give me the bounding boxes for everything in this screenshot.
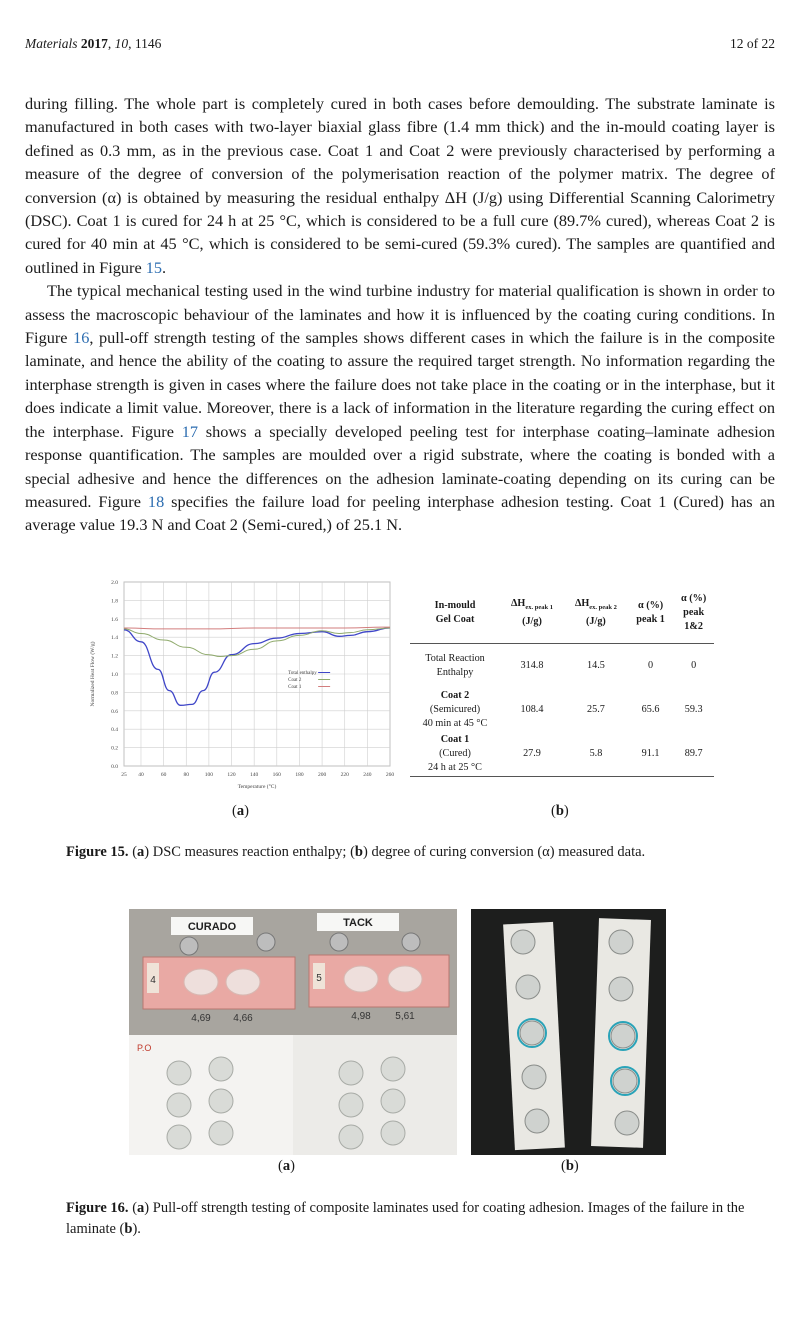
header-dh-peak1-title	[502, 597, 562, 615]
figure-16-caption-label: Figure 16.	[66, 1200, 129, 1216]
specimen-right-spot-1	[344, 966, 378, 992]
header-dh-peak2-title	[566, 597, 626, 615]
y-tick-label: 1.2	[111, 653, 118, 660]
header-dh-peak1	[500, 583, 564, 644]
header-dh-peak2	[564, 583, 628, 644]
figure-15b-label: (b)	[551, 803, 569, 819]
header-gel-coat-line2: Gel Coat	[435, 614, 475, 625]
row-label-line1: Total Reaction	[425, 653, 485, 664]
table-cell: 5.8	[564, 732, 628, 777]
figure-16-link[interactable]: 16	[73, 328, 90, 348]
figure-18-link[interactable]: 18	[147, 491, 165, 511]
table-cell: 59.3	[684, 704, 703, 715]
paragraph-2-text-c: shows a specially developed peeling test for interphase coating–laminate adhesion response quantification. The samples are moulded over a rigid substrate, where the coating is bonded with a special adhesive and hence the differences on the adhesion laminate-coating depending on its curing can be measured. Figure	[25, 421, 775, 511]
figure-15b-letter: b	[555, 803, 564, 819]
dolly	[609, 930, 633, 954]
x-tick-label: 60	[160, 772, 167, 778]
header-gel-coat	[410, 583, 500, 644]
caption-b: b	[124, 1221, 133, 1237]
table-cell: 91.1	[628, 732, 673, 777]
figure-15-caption-label: Figure 15.	[66, 844, 129, 860]
figure-16a-label: (a)	[278, 1158, 295, 1174]
y-tick-label: 0.4	[111, 727, 118, 734]
dolly	[611, 1024, 635, 1048]
figure-16a-letter: a	[282, 1158, 291, 1174]
value-left-2: 4,66	[233, 1013, 253, 1024]
figure-15a-label: (a)	[232, 803, 249, 819]
caption-a: a	[137, 844, 145, 860]
label-tack: TACK	[343, 917, 373, 929]
figure-16-caption: Figure 16. (a) Pull-off strength testing of composite laminates used for coating adhesion. Images of the failure in the laminate (b).	[66, 1200, 745, 1237]
x-tick-label: 100	[204, 772, 214, 778]
x-tick-label: 220	[340, 772, 349, 778]
journal-name: Materials	[25, 36, 78, 51]
dolly	[615, 1111, 639, 1135]
table-header-row	[410, 583, 714, 644]
x-tick-label: 120	[227, 772, 236, 778]
header-dh-peak1-unit: (J/g)	[522, 616, 542, 628]
failure-photo-drawing	[471, 909, 666, 1155]
specimen-right-number: 5	[316, 973, 322, 984]
header-alpha-peak1-line1: α (%)	[637, 600, 664, 611]
dolly	[613, 1069, 637, 1093]
header-dh-peak2-unit: (J/g)	[586, 616, 606, 628]
test-circle	[381, 1057, 405, 1081]
caption-a: a	[137, 1200, 145, 1216]
table-cell: 314.8	[520, 660, 544, 671]
x-tick-label: 80	[183, 772, 190, 778]
x-tick-label: 140	[250, 772, 259, 778]
specimen-left-spot-1	[184, 969, 218, 995]
specimen-left	[143, 957, 295, 1009]
body-text	[25, 92, 775, 537]
row-label-line1: Coat 1	[440, 734, 470, 745]
table-cell: 65.6	[641, 704, 660, 715]
dolly-left-1	[180, 937, 198, 955]
legend-label: Total enthalpy	[288, 671, 317, 676]
test-circle	[209, 1089, 233, 1113]
y-tick-label: 2.0	[111, 580, 118, 586]
y-axis-label: Normalized Heat Flow (W/g)	[90, 641, 96, 707]
figure-16-caption-text-1: Pull-off strength testing of composite laminates used for coating adhesion. Images of the failure in the laminate (	[66, 1200, 745, 1237]
dolly	[525, 1109, 549, 1133]
header-dh-peak2-sub: ex. peak 2	[589, 604, 617, 612]
test-circle	[209, 1057, 233, 1081]
x-tick-label: 160	[272, 772, 281, 778]
test-circle	[381, 1121, 405, 1145]
row-label-line2: (Semicured)	[429, 704, 481, 715]
y-tick-label: 1.6	[111, 616, 118, 623]
table-cell: 0	[648, 660, 654, 671]
sheet-mark: P.O	[137, 1043, 152, 1053]
paragraph-1-end: .	[162, 257, 167, 277]
dolly	[511, 930, 535, 954]
figure-15a-letter: a	[236, 803, 245, 819]
header-dh-peak2-main: ΔH	[574, 597, 590, 609]
journal-year: 2017	[80, 36, 108, 51]
y-tick-label: 1.0	[111, 672, 118, 678]
dsc-table	[410, 583, 714, 777]
page-number: 12 of 22	[730, 36, 775, 51]
caption-b: b	[354, 844, 363, 860]
figure-17-link[interactable]: 17	[181, 421, 199, 441]
header-alpha-peak12	[673, 583, 714, 644]
table-row	[410, 644, 714, 689]
journal-volume: 10	[114, 36, 129, 51]
specimen-left-number: 4	[150, 975, 156, 986]
row-label-line2: (Cured)	[439, 748, 471, 759]
paragraph-2-text-a: The typical mechanical testing used in the wind turbine industry for material qualification is shown in order to assess the macroscopic behaviour of the laminates and how it is influenced by the coating curing conditions. In Figure	[25, 281, 775, 348]
table-row	[410, 688, 714, 732]
figure-15-caption-text-1: DSC measures reaction enthalpy;	[149, 844, 351, 860]
x-axis-label: Temperature (°C)	[237, 784, 277, 790]
dsc-chart-svg	[78, 574, 400, 800]
y-tick-label: 0.0	[111, 764, 118, 770]
paragraph-1-text: during filling. The whole part is completely cured in both cases before demoulding. The substrate laminate is manufactured in both cases with two-layer biaxial glass fibre (1.4 mm thick) and the in-mould coating layer is defined as 0.3 mm, as in the previous case. Coat 1 and Coat 2 were previously characterised by performing a measure of the degree of conversion of the polymerisation reaction of the polymer matrix. The degree of conversion (α) is obtained by measuring the residual enthalpy ΔH (J/g) using Differential Scanning Calorimetry (DSC). Coat 1 is cured for 24 h at 25 °C, which is considered to be a full cure (89.7% cured), whereas Coat 2 is cured for 40 min at 45 °C, which is considered to be semi-cured (59.3% cured). The samples are quantified and outlined in Figure	[25, 94, 775, 277]
x-tick-label: 240	[363, 772, 372, 778]
test-circle	[339, 1125, 363, 1149]
row-label-line3: 24 h at 25 °C	[428, 762, 482, 773]
dolly	[516, 975, 540, 999]
row-label	[410, 732, 500, 777]
value-right-2: 5,61	[395, 1011, 415, 1022]
row-label-line3: 40 min at 45 °C	[422, 718, 488, 729]
y-tick-label: 0.8	[111, 690, 118, 697]
table-cell: 14.5	[587, 660, 605, 671]
figure-16b-label: (b)	[561, 1158, 579, 1174]
table-cell: 0	[691, 660, 697, 671]
journal-citation: Materials 2017, 10, 1146	[25, 36, 162, 51]
row-label-line2: Enthalpy	[436, 667, 474, 678]
test-circle	[167, 1061, 191, 1085]
header-gel-coat-line1: In-mould	[434, 600, 476, 611]
test-circle	[339, 1061, 363, 1085]
dolly-right-1	[330, 933, 348, 951]
test-circle	[167, 1093, 191, 1117]
paragraph-2	[25, 279, 775, 536]
figure-15-caption: Figure 15. (a) DSC measures reaction enthalpy; (b) degree of curing conversion (α) measured data.	[66, 844, 646, 860]
specimen-left-spot-2	[226, 969, 260, 995]
paragraph-2-text-b: , pull-off strength testing of the samples shows different cases in which the failure is in the composite laminate, and hence the ability of the coating to assure the required target strength. No information regarding the interphase strength is given in cases where the failure does not take place in the coating or in the interphase, but it does indicate a limit value. Moreover, there is a lack of information in the literature regarding the curing effect on the interphase. Figure	[25, 328, 775, 441]
figure-15-caption-text-2: degree of curing conversion (α) measured data.	[367, 844, 646, 860]
dolly	[609, 977, 633, 1001]
table-cell: 27.9	[500, 732, 564, 777]
x-tick-label: 25	[121, 772, 127, 778]
legend-label: Coat 2	[288, 678, 302, 683]
row-label	[410, 688, 500, 732]
y-tick-label: 0.2	[111, 745, 118, 752]
article-number: 1146	[134, 36, 162, 51]
header-alpha-peak12-line3: 1&2	[684, 621, 703, 632]
dolly	[520, 1021, 544, 1045]
dsc-chart	[78, 574, 400, 800]
header-alpha-peak12-line1: α (%)	[681, 593, 707, 604]
pull-off-photo-drawing	[129, 909, 457, 1155]
label-curado: CURADO	[187, 921, 237, 933]
x-tick-label: 40	[138, 772, 144, 778]
test-circle	[167, 1125, 191, 1149]
x-tick-label: 200	[317, 772, 327, 778]
value-right-1: 4,98	[351, 1011, 371, 1022]
legend-label: Coat 1	[288, 685, 302, 690]
failure-photo	[471, 909, 666, 1155]
header-alpha-peak12-line2: peak	[683, 607, 705, 618]
table-cell: 25.7	[587, 704, 605, 715]
x-tick-label: 260	[385, 772, 395, 778]
pull-off-photo	[129, 909, 457, 1155]
test-circle	[381, 1089, 405, 1113]
test-circle	[339, 1093, 363, 1117]
row-label-line1: Coat 2	[440, 690, 470, 701]
dolly-right-2	[402, 933, 420, 951]
figure-16-caption-text-2: ).	[132, 1221, 141, 1237]
specimen-right	[309, 955, 449, 1007]
y-tick-label: 1.8	[111, 598, 118, 605]
dolly	[522, 1065, 546, 1089]
page-header	[25, 36, 775, 56]
paragraph-1	[25, 92, 775, 279]
header-alpha-peak1	[628, 583, 673, 644]
table-row	[410, 732, 714, 777]
y-tick-label: 1.4	[111, 635, 118, 642]
header-dh-peak1-main: ΔH	[511, 597, 526, 609]
dolly-left-2	[257, 933, 275, 951]
row-label	[410, 644, 500, 689]
paragraph-2-text-d: specifies the failure load for peeling interphase adhesion testing. Coat 1 (Cured) has an average value 19.3 N and Coat 2 (Semi-cured,) of 25.1 N.	[25, 491, 775, 535]
header-dh-peak1-sub: ex. peak 1	[525, 604, 553, 612]
x-tick-label: 180	[295, 772, 304, 778]
table-cell: 108.4	[520, 704, 544, 715]
test-circle	[209, 1121, 233, 1145]
header-alpha-peak1-line2: peak 1	[636, 614, 665, 625]
y-tick-label: 0.6	[111, 708, 118, 715]
figure-15-link[interactable]: 15	[145, 257, 163, 277]
value-left-1: 4,69	[191, 1013, 211, 1024]
table-cell: 89.7	[673, 732, 714, 777]
figure-16b-letter: b	[565, 1158, 574, 1174]
conversion-table	[410, 583, 714, 781]
specimen-right-spot-2	[388, 966, 422, 992]
